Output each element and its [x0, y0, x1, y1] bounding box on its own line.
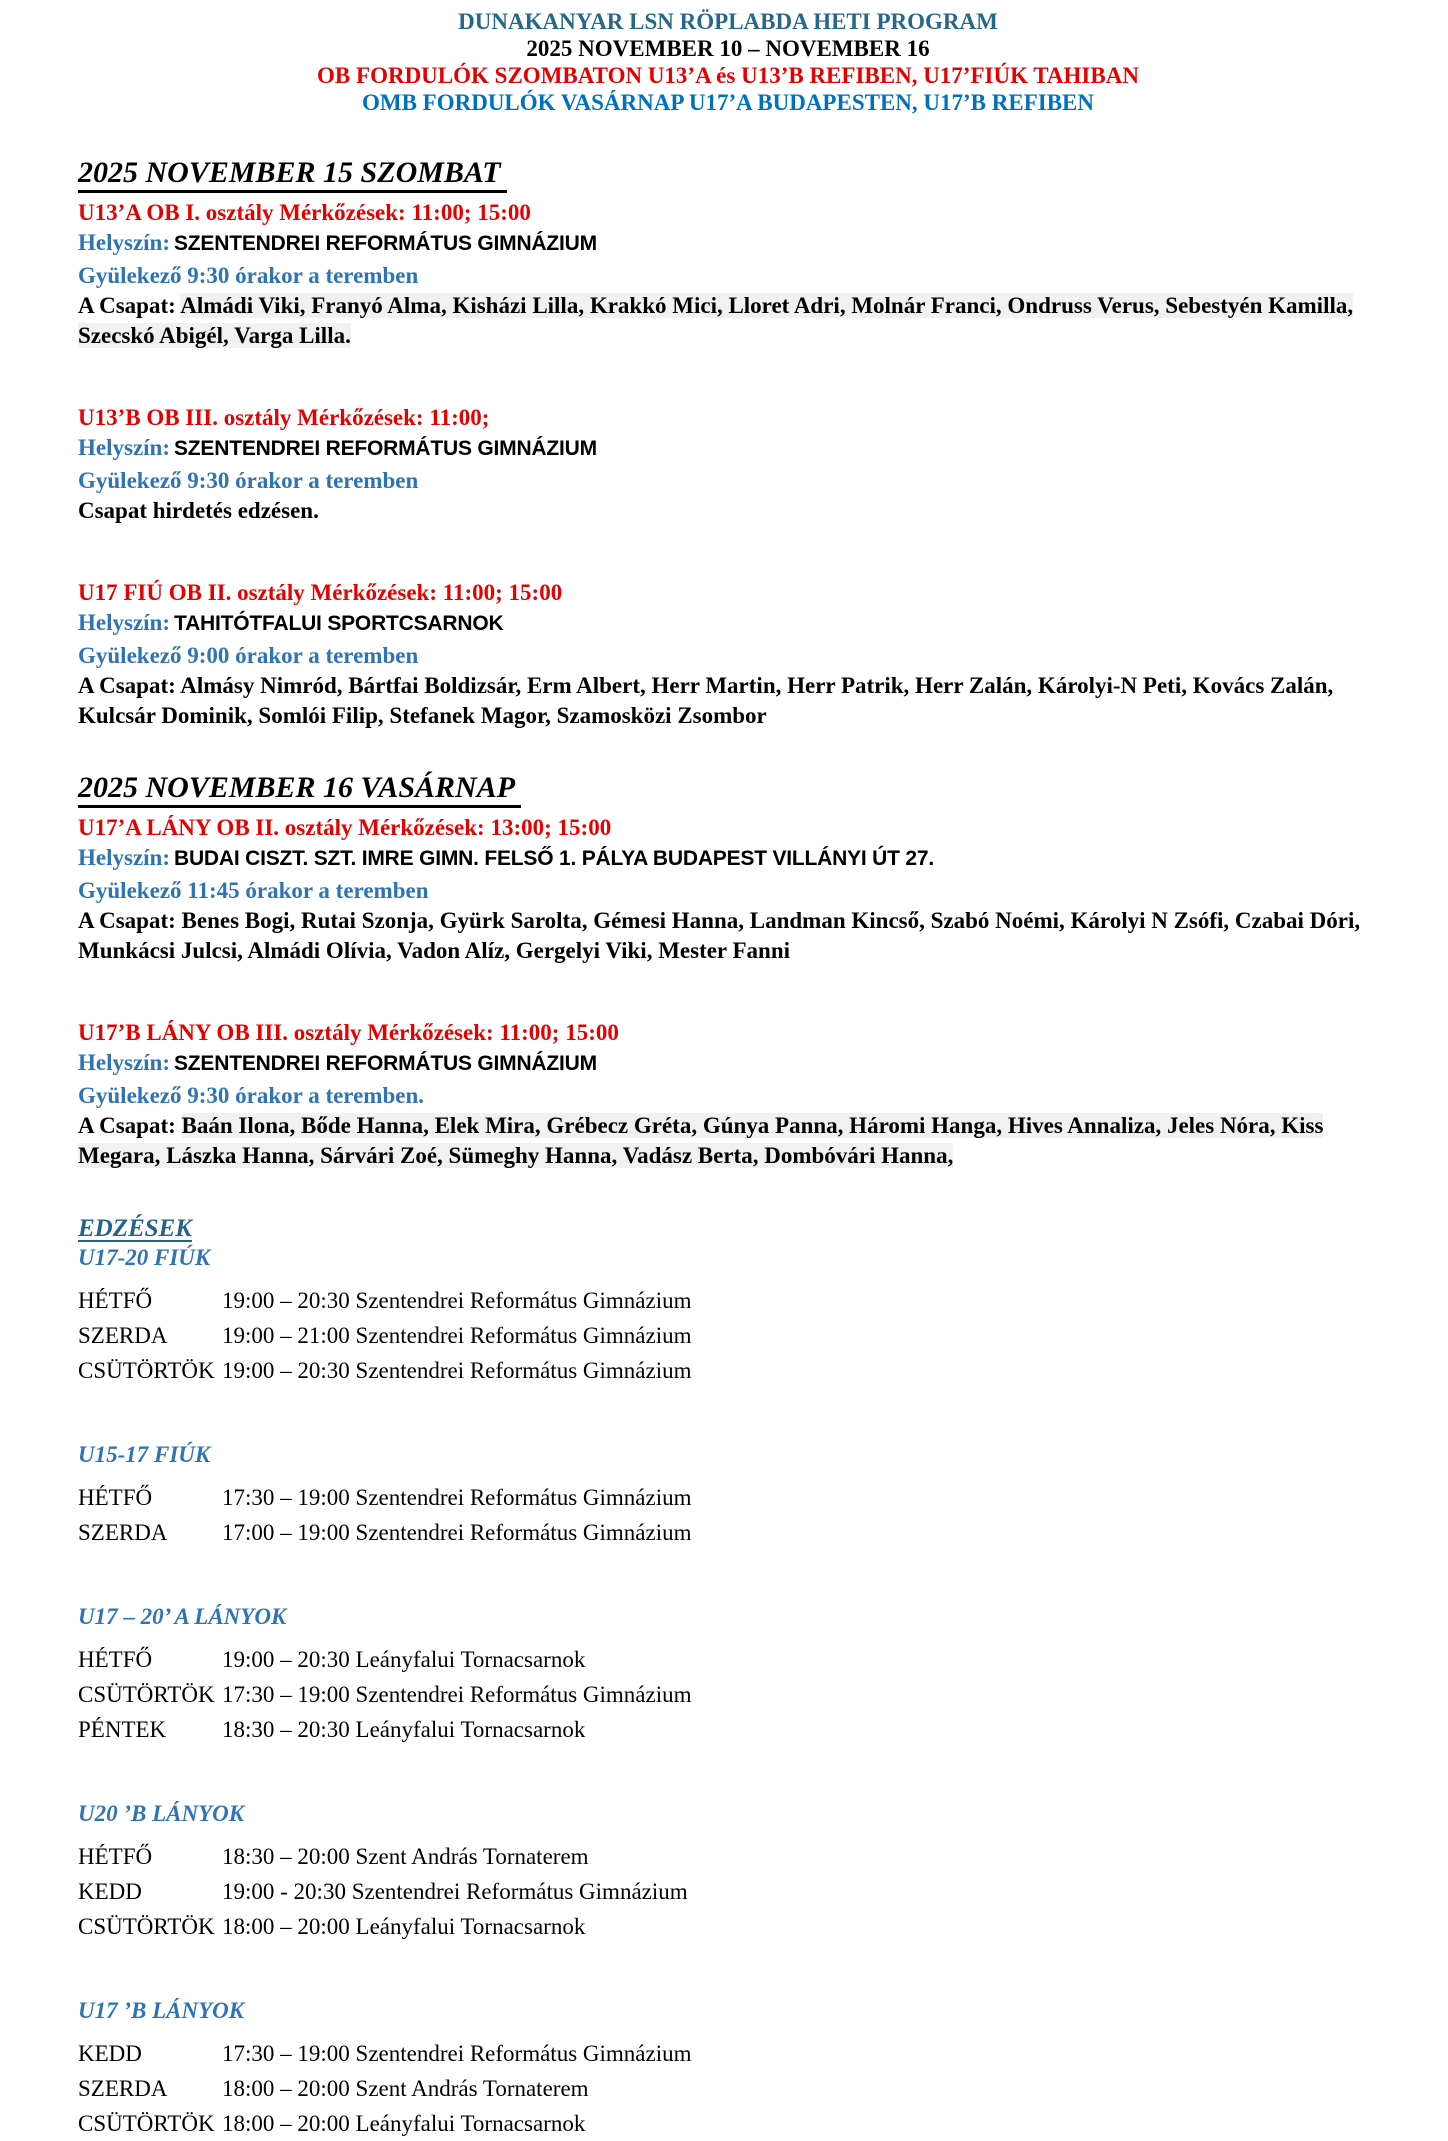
meet-line: Gyülekező 11:45 órakor a teremben — [78, 878, 429, 903]
venue-value: TAHITÓTFALUI SPORTCSARNOK — [174, 612, 504, 635]
training-row — [78, 1353, 1378, 1388]
training-row — [78, 1480, 1378, 1515]
training-info: 17:30 – 19:00 Szentendrei Református Gimnázium — [222, 1682, 692, 1707]
training-info: 19:00 - 20:30 Szentendrei Református Gimnázium — [222, 1879, 688, 1904]
training-group-name: U20 ’B LÁNYOK — [78, 1801, 245, 1826]
team-roster: Almásy Nimród, Bártfai Boldizsár, Erm Albert, Herr Martin, Herr Patrik, Herr Zalán, Károlyi-N Peti, Kovács Zalán, Kulcsár Dominik, Somlói Filip, Stefanek Magor, Szamosközi Zsombor — [78, 673, 1334, 728]
team-roster: Baán Ilona, Bőde Hanna, Elek Mira, Grébecz Gréta, Gúnya Panna, Háromi Hanga, Hives Annaliza, Jeles Nóra, Kiss Megara, Lászka Hanna, Sárvári Zoé, Sümeghy Hanna, Vadász Berta, Dombóvári Hanna, — [78, 1113, 1324, 1168]
venue-line — [78, 1048, 1378, 1081]
training-info: 19:00 – 20:30 Leányfalui Tornacsarnok — [222, 1647, 586, 1672]
training-row — [78, 1839, 1378, 1874]
training-info: 19:00 – 20:30 Szentendrei Református Gimnázium — [222, 1358, 692, 1383]
training-info: 18:00 – 20:00 Leányfalui Tornacsarnok — [222, 2111, 586, 2136]
date-range: 2025 NOVEMBER 10 – NOVEMBER 16 — [526, 36, 930, 61]
training-day: SZERDA — [78, 1323, 168, 1348]
training-day: PÉNTEK — [78, 1717, 167, 1742]
team-label: A Csapat: — [78, 293, 176, 318]
training-info: 18:30 – 20:00 Szent András Tornaterem — [222, 1844, 589, 1869]
venue-line — [78, 228, 1378, 261]
training-group-u15-17-fiuk — [78, 1442, 1378, 1550]
event-u13a — [78, 198, 1378, 351]
trainings-heading: EDZÉSEK — [78, 1215, 192, 1242]
training-day: KEDD — [78, 2041, 142, 2066]
team-line — [78, 291, 1378, 351]
training-row — [78, 1515, 1378, 1550]
training-day: HÉTFŐ — [78, 1647, 153, 1672]
training-row — [78, 2036, 1378, 2071]
venue-label: Helyszín: — [78, 435, 170, 460]
training-day: HÉTFŐ — [78, 1844, 153, 1869]
training-day: CSÜTÖRTÖK — [78, 2111, 215, 2136]
team-label: A Csapat: — [78, 1113, 176, 1138]
omb-rounds-line: OMB FORDULÓK VASÁRNAP U17’A BUDAPESTEN, U17’B REFIBEN — [361, 90, 1095, 115]
venue-label: Helyszín: — [78, 845, 170, 870]
training-day: CSÜTÖRTÖK — [78, 1914, 215, 1939]
training-info: 19:00 – 21:00 Szentendrei Református Gimnázium — [222, 1323, 692, 1348]
venue-line — [78, 843, 1378, 876]
training-row — [78, 1677, 1378, 1712]
training-day: HÉTFŐ — [78, 1485, 153, 1510]
day-section-sunday — [78, 771, 1378, 1171]
event-u13b — [78, 403, 1378, 526]
venue-value: SZENTENDREI REFORMÁTUS GIMNÁZIUM — [174, 437, 597, 460]
training-day: HÉTFŐ — [78, 1288, 153, 1313]
team-line — [78, 671, 1378, 731]
venue-label: Helyszín: — [78, 1050, 170, 1075]
training-day: SZERDA — [78, 1520, 168, 1545]
event-u17-fiu — [78, 578, 1378, 731]
training-group-u17-20-fiuk — [78, 1245, 1378, 1388]
team-line — [78, 1111, 1378, 1171]
training-info: 17:30 – 19:00 Szentendrei Református Gimnázium — [222, 2041, 692, 2066]
training-day: KEDD — [78, 1879, 142, 1904]
venue-value: BUDAI CISZT. SZT. IMRE GIMN. FELSŐ 1. PÁLYA BUDAPEST VILLÁNYI ÚT 27. — [174, 847, 934, 870]
team-label: A Csapat: — [78, 908, 176, 933]
team-label: A Csapat: — [78, 673, 176, 698]
event-title: U13’B OB III. osztály Mérkőzések: 11:00; — [78, 405, 490, 430]
ob-rounds-line: OB FORDULÓK SZOMBATON U13’A és U13’B REFIBEN, U17’FIÚK TAHIBAN — [317, 63, 1139, 88]
team-note: Csapat hirdetés edzésen. — [78, 498, 319, 523]
page-title: DUNAKANYAR LSN RÖPLABDA HETI PROGRAM — [458, 9, 998, 34]
event-title: U17’B LÁNY OB III. osztály Mérkőzések: 11:00; 15:00 — [78, 1020, 619, 1045]
training-row — [78, 2071, 1378, 2106]
training-group-name: U15-17 FIÚK — [78, 1442, 211, 1467]
training-row — [78, 1283, 1378, 1318]
day-section-saturday — [78, 156, 1378, 731]
training-group-u17-20-a-lanyok — [78, 1604, 1378, 1747]
training-info: 18:30 – 20:30 Leányfalui Tornacsarnok — [222, 1717, 586, 1742]
training-info: 18:00 – 20:00 Leányfalui Tornacsarnok — [222, 1914, 586, 1939]
venue-value: SZENTENDREI REFORMÁTUS GIMNÁZIUM — [174, 1052, 597, 1075]
training-row — [78, 2106, 1378, 2141]
event-title: U17 FIÚ OB II. osztály Mérkőzések: 11:00; 15:00 — [78, 580, 563, 605]
training-day: CSÜTÖRTÖK — [78, 1358, 215, 1383]
team-roster: Almádi Viki, Franyó Alma, Kisházi Lilla, Krakkó Mici, Lloret Adri, Molnár Franci, Ondruss Verus, Sebestyén Kamilla, Szecskó Abigél, Varga Lilla. — [78, 293, 1354, 348]
event-title: U13’A OB I. osztály Mérkőzések: 11:00; 15:00 — [78, 200, 531, 225]
event-title: U17’A LÁNY OB II. osztály Mérkőzések: 13:00; 15:00 — [78, 815, 612, 840]
training-group-name: U17 – 20’ A LÁNYOK — [78, 1604, 287, 1629]
meet-line: Gyülekező 9:30 órakor a teremben — [78, 468, 419, 493]
venue-value: SZENTENDREI REFORMÁTUS GIMNÁZIUM — [174, 232, 597, 255]
training-row — [78, 1909, 1378, 1944]
training-group-u20-b-lanyok — [78, 1801, 1378, 1944]
venue-label: Helyszín: — [78, 230, 170, 255]
event-u17a-lany — [78, 813, 1378, 966]
training-day: SZERDA — [78, 2076, 168, 2101]
trainings-section — [78, 1215, 1378, 2141]
training-day: CSÜTÖRTÖK — [78, 1682, 215, 1707]
team-line — [78, 906, 1378, 966]
meet-line: Gyülekező 9:00 órakor a teremben — [78, 643, 419, 668]
team-roster: Benes Bogi, Rutai Szonja, Gyürk Sarolta, Gémesi Hanna, Landman Kincső, Szabó Noémi, Károlyi N Zsófi, Czabai Dóri, Munkácsi Julcsi, Almádi Olívia, Vadon Alíz, Gergelyi Viki, Mester Fanni — [78, 908, 1361, 963]
training-row — [78, 1642, 1378, 1677]
day-heading: 2025 NOVEMBER 16 VASÁRNAP — [78, 771, 1378, 805]
training-info: 17:30 – 19:00 Szentendrei Református Gimnázium — [222, 1485, 692, 1510]
training-row — [78, 1318, 1378, 1353]
training-row — [78, 1712, 1378, 1747]
training-info: 17:00 – 19:00 Szentendrei Református Gimnázium — [222, 1520, 692, 1545]
meet-line: Gyülekező 9:30 órakor a teremben — [78, 263, 419, 288]
document-header — [78, 8, 1378, 116]
venue-label: Helyszín: — [78, 610, 170, 635]
event-u17b-lany — [78, 1018, 1378, 1171]
training-group-u17-b-lanyok — [78, 1998, 1378, 2141]
venue-line — [78, 608, 1378, 641]
training-row — [78, 1874, 1378, 1909]
venue-line — [78, 433, 1378, 466]
training-group-name: U17 ’B LÁNYOK — [78, 1998, 245, 2023]
training-info: 19:00 – 20:30 Szentendrei Református Gimnázium — [222, 1288, 692, 1313]
meet-line: Gyülekező 9:30 órakor a teremben. — [78, 1083, 425, 1108]
training-info: 18:00 – 20:00 Szent András Tornaterem — [222, 2076, 589, 2101]
day-heading: 2025 NOVEMBER 15 SZOMBAT — [78, 156, 1378, 190]
training-group-name: U17-20 FIÚK — [78, 1245, 211, 1270]
